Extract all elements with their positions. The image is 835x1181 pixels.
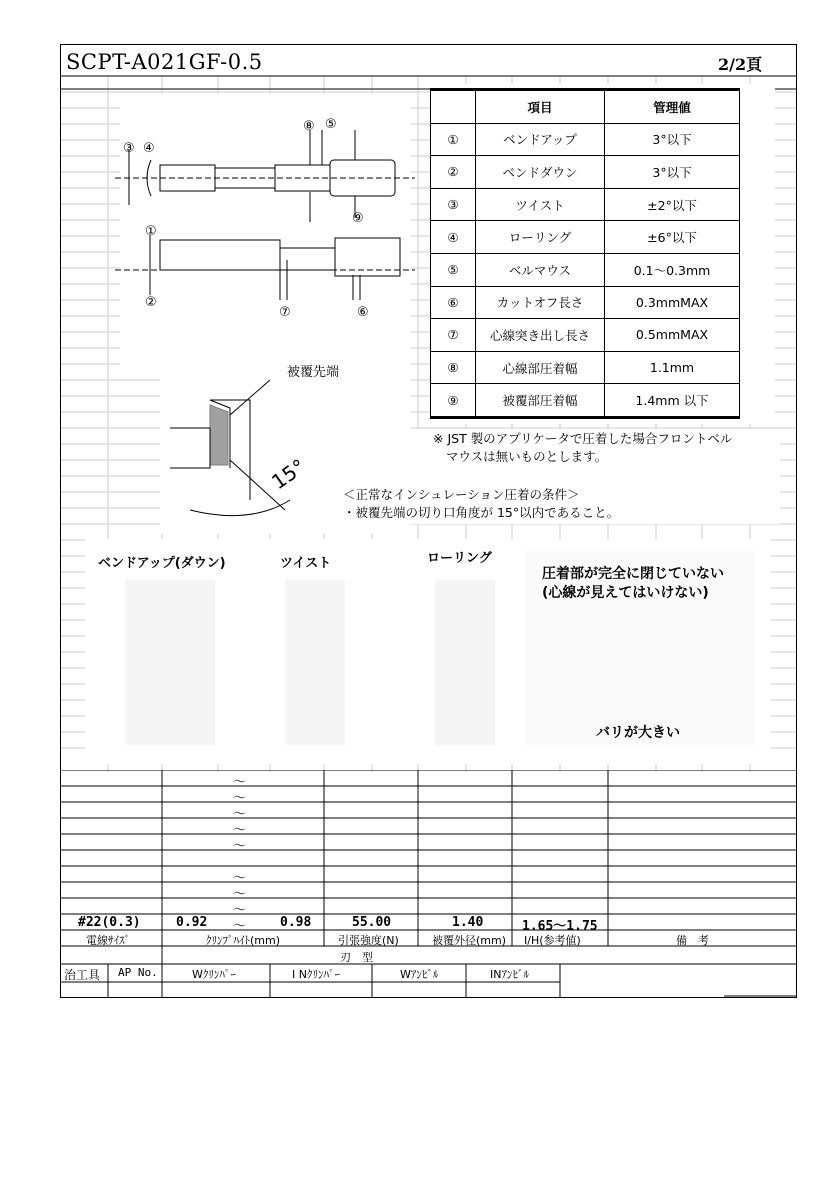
spec-item: 心線部圧着幅 [476, 351, 605, 384]
coating-tip-label: 被覆先端 [287, 365, 340, 380]
label-3: ③ [123, 141, 135, 156]
bend-label: ベンドアップ(ダウン) [98, 556, 226, 571]
spec-value: 3°以下 [605, 123, 740, 156]
label-5: ⑤ [325, 117, 337, 132]
header-tensile: 引張強度(N) [338, 934, 399, 947]
header-in-crimper: I Nｸﾘﾝﾊﾟｰ [292, 968, 340, 981]
spec-no: ⑥ [431, 286, 476, 319]
tilde: 〜 [233, 775, 247, 790]
spec-no: ⑧ [431, 351, 476, 384]
label-9: ⑨ [352, 211, 364, 226]
spec-item: ベルマウス [476, 253, 605, 286]
spec-value: 0.1〜0.3mm [605, 253, 740, 286]
applicator-note [433, 430, 763, 466]
insulation-tip-diagram [170, 360, 340, 520]
label-6: ⑥ [357, 305, 369, 320]
insulation-condition [343, 486, 619, 522]
spec-no: ③ [431, 188, 476, 221]
spec-item: ツイスト [476, 188, 605, 221]
label-7: ⑦ [279, 305, 291, 320]
tensile-value: 55.00 [352, 915, 392, 930]
angle-label: 15° [267, 454, 310, 495]
rolling-label: ローリング [427, 551, 492, 566]
spec-item: ベンドダウン [476, 156, 605, 189]
note-line: ※ JST 製のアプリケータで圧着した場合フロントベル [433, 431, 733, 446]
spec-value: 0.3mmMAX [605, 286, 740, 319]
header-in-anvil: INｱﾝﾋﾞﾙ [490, 968, 529, 981]
spec-row [431, 253, 740, 286]
spec-row [431, 384, 740, 418]
spec-value: 3°以下 [605, 156, 740, 189]
data-grid [60, 770, 797, 998]
header-w-crimper: Wｸﾘﾝﾊﾟｰ [192, 968, 236, 981]
spec-row [431, 221, 740, 254]
label-1: ① [145, 224, 157, 239]
spec-value: ±6°以下 [605, 221, 740, 254]
tilde: 〜 [233, 791, 247, 806]
crimp-note-2: (心線が見えてはいけない) [542, 585, 709, 601]
label-8: ⑧ [303, 119, 315, 134]
spec-value: 1.4mm 以下 [605, 384, 740, 418]
crimp-min-value: 0.92 [176, 915, 208, 930]
spec-item: 心線突き出し長さ [476, 319, 605, 352]
condition-text: ・被覆先端の切り口角度が 15°以内であること。 [343, 505, 620, 520]
crimp-max-value: 0.98 [280, 915, 312, 930]
label-2: ② [145, 295, 157, 310]
spec-value: 0.5mmMAX [605, 319, 740, 352]
terminal-diagram [115, 110, 415, 325]
header-remark: 備 考 [676, 934, 709, 947]
spec-no: ⑤ [431, 253, 476, 286]
col-item-header: 項目 [476, 90, 605, 124]
spec-row [431, 351, 740, 384]
tilde: 〜 [233, 823, 247, 838]
page-title: SCPT-A021GF-0.5 [66, 50, 263, 74]
spec-value: 1.1mm [605, 351, 740, 384]
spec-row [431, 286, 740, 319]
ih-value: 1.65〜1.75 [522, 919, 598, 934]
spec-header-row [431, 90, 740, 124]
spec-row [431, 156, 740, 189]
header-tool: 治工具 [64, 968, 101, 982]
header-crimp-height: ｸﾘﾝﾌﾟﾊｲﾄ(mm) [206, 934, 281, 947]
page-number: 2/2頁 [718, 55, 763, 74]
spec-item: カットオフ長さ [476, 286, 605, 319]
col-value-header: 管理値 [605, 90, 740, 124]
header-ih: I/H(参考値) [524, 934, 581, 947]
spec-table [430, 88, 740, 419]
note-line: マウスは無いものとします。 [446, 449, 608, 464]
header-ap-no: AP No. [118, 966, 158, 979]
spec-no: ④ [431, 221, 476, 254]
tilde: 〜 [233, 903, 247, 918]
outer-dia-value: 1.40 [452, 915, 484, 930]
header-wire-size: 電線ｻｲｽﾞ [86, 934, 130, 947]
condition-title: ＜正常なインシュレーション圧着の条件＞ [343, 487, 580, 502]
spec-value: ±2°以下 [605, 188, 740, 221]
bend-photo [125, 580, 215, 745]
tilde: 〜 [233, 919, 247, 934]
tilde: 〜 [233, 839, 247, 854]
spec-no: ⑦ [431, 319, 476, 352]
twist-photo [285, 580, 345, 745]
spec-item: ベンドアップ [476, 123, 605, 156]
header-blade: 刃 型 [340, 951, 373, 964]
spec-no: ① [431, 123, 476, 156]
spec-row [431, 319, 740, 352]
spec-no: ⑨ [431, 384, 476, 418]
label-4: ④ [143, 141, 155, 156]
spec-row [431, 123, 740, 156]
tilde: 〜 [233, 887, 247, 902]
spec-no: ② [431, 156, 476, 189]
burr-label: バリが大きい [596, 725, 680, 741]
wire-size-value: #22(0.3) [78, 915, 141, 930]
spec-item: ローリング [476, 221, 605, 254]
twist-label: ツイスト [280, 556, 332, 571]
spec-item: 被覆部圧着幅 [476, 384, 605, 418]
rolling-photo [435, 580, 495, 745]
header-outer-dia: 被覆外径(mm) [432, 934, 507, 947]
header-w-anvil: Wｱﾝﾋﾞﾙ [400, 968, 439, 981]
crimp-note-1: 圧着部が完全に閉じていない [542, 566, 724, 582]
spec-row [431, 188, 740, 221]
tilde: 〜 [233, 807, 247, 822]
tilde: 〜 [233, 871, 247, 886]
